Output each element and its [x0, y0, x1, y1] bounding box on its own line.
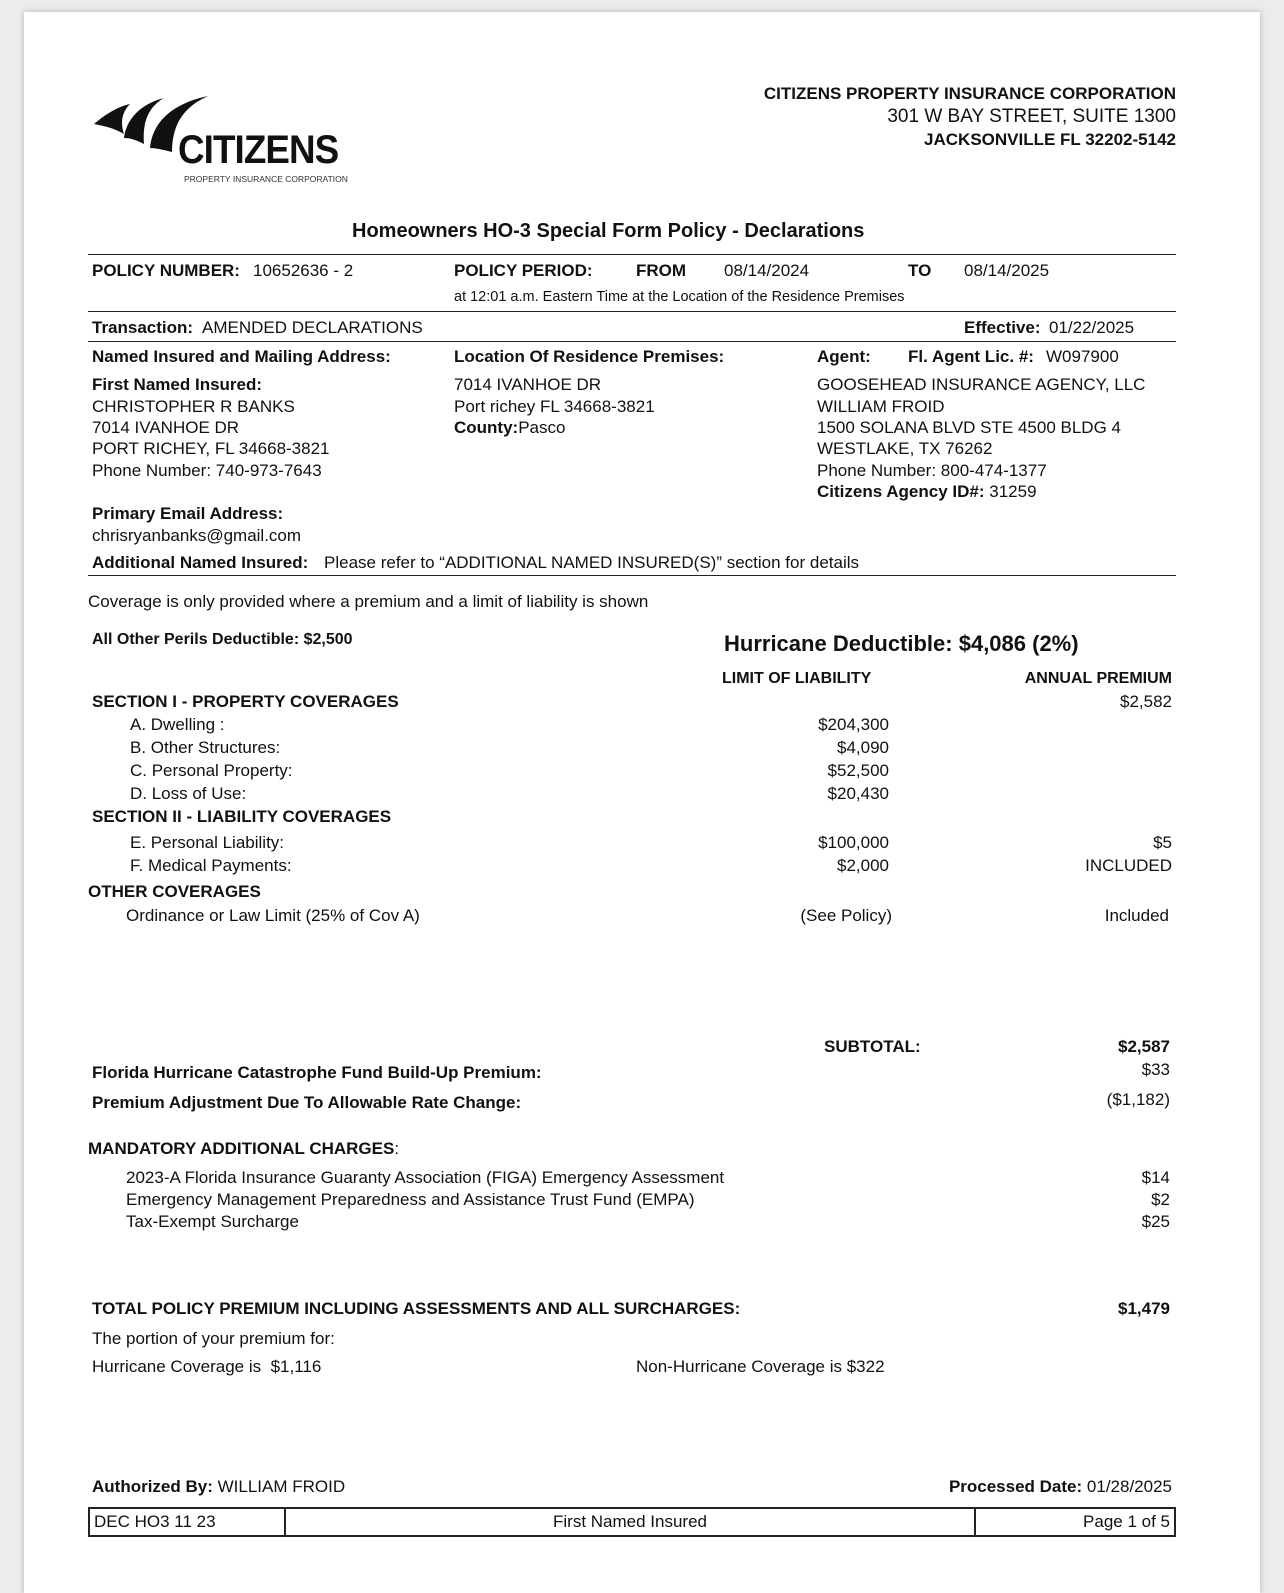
- divider: [88, 311, 1176, 312]
- authorized-by: WILLIAM FROID: [217, 1477, 346, 1496]
- coverage-e-limit: $100,000: [818, 833, 889, 852]
- mandatory-heading-line: [88, 1139, 399, 1159]
- citizens-logo: [90, 92, 360, 187]
- hurricane-portion: Hurricane Coverage is $1,116: [92, 1357, 322, 1376]
- email-label: Primary Email Address:: [92, 504, 284, 523]
- empa-amount: $2: [1151, 1190, 1170, 1209]
- insured-email: chrisryanbanks@gmail.com: [92, 526, 302, 545]
- coverage-f-premium: INCLUDED: [1085, 856, 1172, 875]
- location-heading: Location Of Residence Premises:: [454, 347, 725, 366]
- processed-date: 01/28/2025: [1086, 1477, 1172, 1496]
- subtotal-label: SUBTOTAL:: [824, 1037, 921, 1056]
- divider: [88, 575, 1176, 576]
- aop-deductible: All Other Perils Deductible: $2,500: [92, 631, 353, 648]
- coverage-e-premium: $5: [1153, 833, 1172, 852]
- agent-city: WESTLAKE, TX 76262: [817, 439, 993, 458]
- insured-city: PORT RICHEY, FL 34668-3821: [92, 439, 330, 458]
- empa-label: Emergency Management Preparedness and Assistance Trust Fund (EMPA): [126, 1190, 695, 1209]
- policy-number-label: POLICY NUMBER:: [92, 261, 240, 280]
- total-premium-label: TOTAL POLICY PREMIUM INCLUDING ASSESSMENTS AND ALL SURCHARGES:: [92, 1299, 741, 1318]
- tax-exempt-amount: $25: [1141, 1212, 1170, 1231]
- total-premium-amount: $1,479: [1118, 1299, 1170, 1318]
- transaction-value: AMENDED DECLARATIONS: [202, 318, 423, 337]
- figa-amount: $14: [1141, 1168, 1170, 1187]
- coverage-note: Coverage is only provided where a premium and a limit of liability is shown: [88, 592, 649, 611]
- company-address-line1: 301 W BAY STREET, SUITE 1300: [887, 106, 1176, 127]
- section1-premium: $2,582: [1120, 692, 1172, 711]
- authorized-by-label: Authorized By:: [92, 1477, 213, 1496]
- logo-wordmark: CITIZENS: [178, 128, 339, 172]
- declarations-page: [24, 12, 1260, 1593]
- section1-heading: SECTION I - PROPERTY COVERAGES: [92, 692, 399, 711]
- agency-id-label: Citizens Agency ID#:: [817, 482, 985, 501]
- divider: [88, 341, 1176, 342]
- other-coverages-heading: OTHER COVERAGES: [88, 882, 261, 901]
- figa-label: 2023-A Florida Insurance Guaranty Association (FIGA) Emergency Assessment: [126, 1168, 725, 1187]
- agent-street: 1500 SOLANA BLVD STE 4500 BLDG 4: [817, 418, 1121, 437]
- ordinance-law-label: Ordinance or Law Limit (25% of Cov A): [126, 906, 420, 925]
- insured-street: 7014 IVANHOE DR: [92, 418, 240, 437]
- insured-heading: Named Insured and Mailing Address:: [92, 347, 391, 366]
- location-street: 7014 IVANHOE DR: [454, 375, 602, 394]
- coverage-a-limit: $204,300: [818, 715, 889, 734]
- coverage-d-label: D. Loss of Use:: [130, 784, 247, 803]
- insured-phone: Phone Number: 740-973-7643: [92, 461, 322, 480]
- period-time-note: at 12:01 a.m. Eastern Time at the Location of the Residence Premises: [454, 289, 905, 305]
- agency-id: 31259: [989, 482, 1037, 501]
- page-number: Page 1 of 5: [1083, 1512, 1170, 1531]
- county-value: Pasco: [518, 418, 566, 437]
- coverage-f-label: F. Medical Payments:: [130, 856, 292, 875]
- ordinance-law-premium: Included: [1104, 906, 1169, 925]
- coverage-c-label: C. Personal Property:: [130, 761, 293, 780]
- agent-name: WILLIAM FROID: [817, 397, 945, 416]
- county-label: County:: [454, 418, 519, 437]
- agent-heading: Agent:: [817, 347, 871, 366]
- company-name: CITIZENS PROPERTY INSURANCE CORPORATION: [763, 84, 1176, 103]
- from-label: FROM: [636, 261, 687, 280]
- agency-id-line: [817, 482, 1037, 502]
- to-date: 08/14/2025: [964, 261, 1050, 280]
- mandatory-colon: :: [394, 1139, 400, 1158]
- agency-name: GOOSEHEAD INSURANCE AGENCY, LLC: [817, 375, 1146, 394]
- processed-date-label: Processed Date:: [948, 1477, 1083, 1496]
- agent-license: W097900: [1046, 347, 1119, 366]
- form-footer: [88, 1507, 1176, 1537]
- location-city: Port richey FL 34668-3821: [454, 397, 655, 416]
- agent-license-label: Fl. Agent Lic. #:: [908, 347, 1034, 366]
- to-label: TO: [908, 261, 932, 280]
- additional-insured-label: Additional Named Insured:: [92, 553, 309, 572]
- processed-date-line: [949, 1477, 1172, 1497]
- premium-column-header: ANNUAL PREMIUM: [1024, 670, 1172, 687]
- company-address-line2: JACKSONVILLE FL 32202-5142: [924, 130, 1176, 149]
- copy-recipient: First Named Insured: [553, 1512, 707, 1531]
- fhcf-label: Florida Hurricane Catastrophe Fund Build-Up Premium:: [92, 1063, 542, 1082]
- limit-column-header: LIMIT OF LIABILITY: [722, 670, 872, 687]
- coverage-c-limit: $52,500: [827, 761, 889, 780]
- logo-subtitle: PROPERTY INSURANCE CORPORATION: [184, 174, 348, 184]
- tax-exempt-label: Tax-Exempt Surcharge: [126, 1212, 299, 1231]
- rate-adjustment-label: Premium Adjustment Due To Allowable Rate Change:: [92, 1093, 522, 1112]
- agent-phone: Phone Number: 800-474-1377: [817, 461, 1047, 480]
- fhcf-amount: $33: [1141, 1060, 1170, 1079]
- mandatory-heading: MANDATORY ADDITIONAL CHARGES: [88, 1139, 395, 1158]
- insured-name: CHRISTOPHER R BANKS: [92, 397, 295, 416]
- subtotal-amount: $2,587: [1118, 1037, 1170, 1056]
- transaction-label: Transaction:: [92, 318, 194, 337]
- footer-divider: [974, 1509, 976, 1535]
- first-named-insured-label: First Named Insured:: [92, 375, 263, 394]
- policy-number: 10652636 - 2: [253, 261, 354, 280]
- additional-insured-text: Please refer to “ADDITIONAL NAMED INSURED(S)” section for details: [324, 553, 860, 572]
- hurricane-deductible: Hurricane Deductible: $4,086 (2%): [724, 631, 1079, 656]
- non-hurricane-portion: Non-Hurricane Coverage is $322: [636, 1357, 885, 1376]
- ordinance-law-limit: (See Policy): [800, 906, 892, 925]
- effective-label: Effective:: [964, 318, 1041, 337]
- document-title: Homeowners HO-3 Special Form Policy - Declarations: [352, 220, 865, 242]
- coverage-a-label: A. Dwelling :: [130, 715, 225, 734]
- coverage-e-label: E. Personal Liability:: [130, 833, 285, 852]
- coverage-f-limit: $2,000: [837, 856, 889, 875]
- form-number: DEC HO3 11 23: [94, 1512, 216, 1531]
- county-line: [454, 418, 565, 438]
- coverage-b-label: B. Other Structures:: [130, 738, 281, 757]
- effective-date: 01/22/2025: [1049, 318, 1135, 337]
- divider: [88, 254, 1176, 255]
- authorized-by-line: [92, 1477, 345, 1497]
- policy-period-label: POLICY PERIOD:: [454, 261, 593, 280]
- premium-portion-note: The portion of your premium for:: [92, 1329, 335, 1348]
- rate-adjustment-amount: ($1,182): [1106, 1090, 1170, 1109]
- section2-heading: SECTION II - LIABILITY COVERAGES: [92, 807, 392, 826]
- coverage-d-limit: $20,430: [827, 784, 889, 803]
- from-date: 08/14/2024: [724, 261, 810, 280]
- coverage-b-limit: $4,090: [837, 738, 889, 757]
